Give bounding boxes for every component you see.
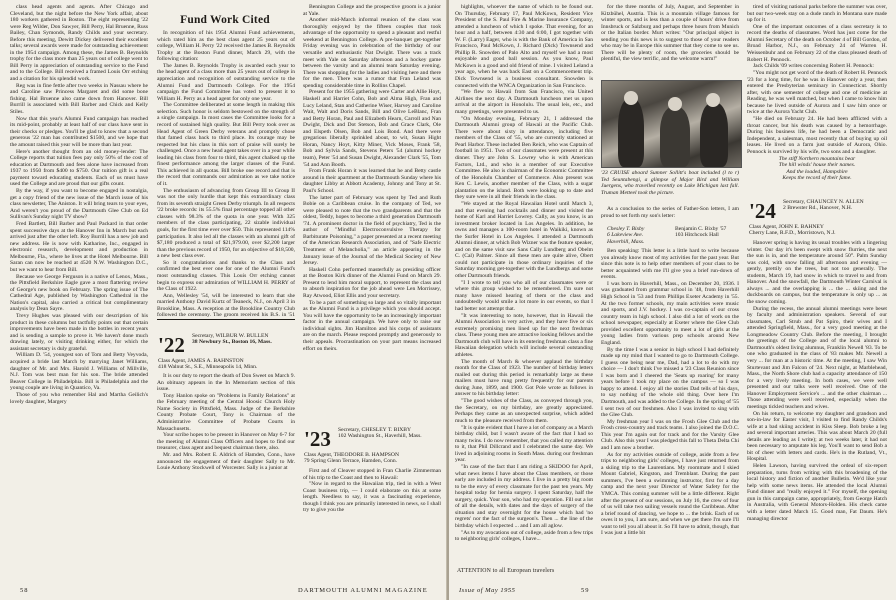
attention-notice: ATTENTION to all European travelers [457,568,555,574]
paragraph: Now that this year's Alumni Fund campaign has reached its mid-point, probably at least half of our class have sent in their checks or pledges. You'll be glad to know that a second generous '22 man has contributed $1500, and we hope that the amount raised this year will be more than last year. [10,115,148,148]
paragraph: tired of visiting national parks before the summer was over, but our two-week stay on a dude ranch in Montana sure made up for it. [747,4,887,24]
sig-left-city: Haverhill, Mass. [607,238,645,245]
left-column-3-continued [303,468,441,560]
right-column-3-continued [747,240,887,592]
paragraph: Haskell Cohn performed masterfully as presiding officer at the Boston Kirk dinner of the Alumni Fund on March 29. Present to lend him moral support, to represent the class and to absorb inspiration for the job ahead were Len Morrissey, Ray Atwood, Eliot Ellis and your secretary. [303,266,441,299]
paragraph: "We stayed at the Royal Hawaiian Hotel until March 3, and that evening had cocktails and dinner and visited the home of Karl and Harriet Lowrey. Cally, as you know, is an investment broker located in Los Angeles. In addition, he owns and manages a 100-room hotel in Waikiki, known as the Surfer Hotel in Los Angeles. I attended a Dartmouth Alumni dinner, at which Bob Wizner was the feature speaker, and on the same visit saw Sans Cally Lundberg and Obelm C. (Cal) Palmer. Since all these men are quite alive, Obert could not participate in those ordinary inquiries of the Saturday morning get-together with the Lundbergs and some other Dartmouth friends. [455,200,593,279]
paragraph: By the way, if you want to become engaged in nostalgia, get a copy friend of the new issue of the March issue of his class newsletter, The Aniston. It will bring tears to your eyes, And weren't you proud of the Dartmouth Glee Club on Ed Sullivan's Sunday night TV show? [10,188,148,221]
paragraph: The month of March & whoever applaud the birthday month for the Class of 1923. The number of birthday letters mailed out during this period is remarkably large as these mailers must have rung pretty frequently for our parents during June, 1899, and 1900. Got Pole wrote as follows in answer to his birthday letter: [455,358,593,398]
paragraph: One of the important outcomes of a class secretary is to record the deaths of classmates. Word has just come for the Alumni Secretary of the death on October 4 of Bill Gordon, of Broad Harbor, N.J., on February 24 of Warren H. Weissenbuhr and on February 22 of the class pleased death of Robert H. Pennock. [747,23,887,63]
signature-left [607,226,673,245]
sig-left-street: 6 Lakeview Ave. [607,232,644,239]
paragraph: "In case of the fact that I am riding a SKIDOO for April, what news items I have about the Class members, or those early are included in my address. I live in a pretty big room to be the envy of every classmate for the past ten years. My hospital today for hernia surgery. I spent Saturday, half the surgery, quick. Your son, who had my operation. Fill out a lot of all the details, with dates and the days of surgery of the situation and stay overnight for the house which had 'no regrets' nor the fact of the surgeon's. Then ... the line of the birthday which I expected ... and I am all aglow. [455,463,593,529]
paragraph: "I I wrote to tell you who all of our classmates were or where this group wished to be remembered. I'm sure not many have missed hearing of them or the class and undoubtedly would smile a lot more in our events, so that I had better not attempt that. [455,279,593,312]
secretary-address: 102 Washington St., Haverhill, Mass. [338,433,422,440]
secretary-line: Secretary, CHESLEY T. BIXBY [338,427,412,433]
paragraph: Ann, Wellesley '54, will be interested to learn that she married Anthony David Kurtz of Teaneck, N.J., on April 3 in Brookline, Mass. A reception at the Brookline Country Club followed the ceremony. The groom received his B.S. in '51 [157,292,295,317]
paragraph: As a conclusion to the series of Father-Son letters, I am proud to set forth my son's letter: [601,206,739,219]
secretary-line: Secretary, WILBUR W. BULLEN [192,333,269,339]
paragraph: Those of you who remember Hal and Martha Geilich's lovely daughter, Margery [10,391,148,405]
page-number-right: 59 [581,587,590,594]
paragraph: The James B. Reynolds Trophy is awarded each year to the head agent of a class more than 25 years out of college in appreciation and recognition of outstanding service to the Alumni Fund and Dartmouth College. For the 1954 campaign the Fund Committee has voted to present it to William H. Perry as a head agent for only one year. [157,62,295,102]
cruise-photo [601,80,742,168]
paragraph: Ben speaking: This letter is a little hard to write because you already know most of my activities for the past year. But since this note is to help other members of your class to be better acquainted with me I'll give you a brief run-down of events. [601,248,739,281]
magazine-footer: DARTMOUTH ALUMNI MAGAZINE [298,587,428,594]
paragraph: During the recess, the annual alumni meetings were beset by faculty and administration speakers. Several of our classmates, Carl Strub and Pat Spiro, their wives and I attended Springfield, Mass., for a very good meeting at the Longmeadow Country Club. Before the meeting, I brought the greetings of the College and of the local alumni to Dartmouth's oldest living alumnus, Franklin Newell '83. To be one who graduated in the class of '83 makes Mr. Newell a very ... for man at a historic time. At the meeting, I saw Win Sturtevant and Jim Falcon of '24. Next night, at Marblehead, Mass., the North Shore club had a capacity attendance of 150 for a very lively meeting. In both cases, we were well presented and our talks were well received. One of the Hanover Employment Service's ... and the other chairman ... Those attending were well received, especially when the meetings tickled teachers and wives. [747,305,887,410]
right-column-2-intro [601,206,739,222]
left-column-2 [157,30,295,317]
fund-work-cited-heading: Fund Work Cited [180,14,270,26]
section-divider [157,319,295,320]
paragraph: highlights, whoever the name of which to be found out. On Thursday, February 17, Paul McKown, Resident Vice President of the S. Paul Fire & Marine Insurance Company, attended a luncheon of which I spoke. That evening, for an hour and a half, between 4:30 and 6:00, I got together with W. F. (Larry) Eager, who is with the Bank of America in San Francisco, Paul McKown, J. Richard (Dick) Townsend and Phillip R. Snowden of Palo Alto and myself we had a most enjoyable and good ball session. As you know, Paul McKown is a good and old friend of mine. I visited Leland a year ago, when he was back East on a Commencement trip. Dick Townsend is a business consultant. Snowden is connected with the WNCA Organization in San Francisco. [455,4,593,89]
paragraph: As for my activities outside of college, aside from a few trips to neighboring girls' colleges, I have just returned from a skiing trip to the Laurentians. My roommate and I skied Mount Gabriel, Kingston, and Tremblant. During the past summers, I've been a swimming instructor, first for a day camp and the next year Director of Water Safety for the YMCA. This coming summer will be a little different. Right after the present of our sessions, on July 16, the crew of four of us will take two sailing vessels round the Caribbean. After a brief round of dancing, we hope to ... the brink. Each of us owes it to you, I am sure, and when we get there I'm sure I'll want to tell you all about it. So I'll have to admit, though, that I was just a little bit [601,451,739,537]
right-column-2-letter [601,248,739,584]
paragraph: William D. '54, youngest son of Tom and Betty Veyvoda, acquired a bride last March by marrying Janet Williams, daughter of Mr. and Mrs. Harold J. Williams of Millville, N.J. Tom was best man for his son. The bride attended Beaver College in Philadelphia. Bill is Philadelphia and the young couple are living in Quantico, Va. [10,352,148,392]
paragraph: The latter part of February was spent by Ted and Ruth Bobie on a Caribbean cruise. In the company of Ted, we were pleased to note that the two grandparents and that the oldest, Teddy, hopes to become a third generation Dartmouth '74. A prominent doctor in the field of psychiatry, Ted is the author of "Mindful Electroconvulsive Therapy for Barbiturate Poisoning," a paper presented at a recent meeting of the American Research Association, and of "Safe Electric Treatment of Melancholia," an article appearing in the January issue of the Journal of the Medical Society of New Jersey. [303,194,441,267]
agent-address: Cherry Lane, R.F.D., Morristown, N.J. [749,230,836,237]
paragraph: Your scribe hopes to be present in Hanover on May 6-7 for the meeting of Alumni Class Officers and hopes to find our treasurer, class agent and bequest chairman there, also. [157,432,295,452]
paragraph: Jack Childs '09 writes concerning Robert H. Pennock: [753,63,874,70]
paragraph: "We flew to Hawaii from San Francisco, via United Airlines the next day. A Dartmouth luncheon met us upon arrival at the airport in Honolulu. The usual leis, etc., and many greetings, were presented to us. [455,89,593,115]
paragraph: Helen Lawson, having survived the ordeal of six-report preparation, turns from writing with this broadening of the local history and fiction of another Bulletin. We'd like your help with some news items. He attended the local Alumni Fund dinner and "really enjoyed it." For myself, the opening gun in this campaign came, appropriately, from George Hatch in Australia, with General Motors-Holden. His check came with a letter dated March 15. Good man, Fat Daum. He's managing director [747,463,887,522]
right-column-1 [455,4,593,568]
signature-right [675,226,741,239]
paragraph: It is our duty to report the death of Don Sweet on March 9. An obituary appears in the In Memoriam section of this issue. [157,373,295,393]
sig-right-name: Benjamin C. Bixby '57 [675,226,727,232]
left-column-1 [10,4,148,564]
secretary-address: 2 Brewster Rd., Hanover, N.H. [783,205,853,212]
paragraph: "It is quite evident that I have a lot of company as a March birthday child, but I wasn't aware of the fact that I had so many twins. I do now remember, that you called my attention to it, that Phil Dillcrand and I celebrated the same day. We lived in adjoining rooms in South Mass. during our freshman year. [455,424,593,464]
issue-footer: Issue of May 1955 [459,587,516,594]
left-column-2-continued [157,373,295,561]
paragraph: The stiff Northern mountains bear The hill winds' house their names. And the loaded, Hampshire Keeps the record of their fame. [778,155,856,182]
paragraph: I was born in Haverhill, Mass., on December 20, 1936. I was graduated from grammar school in '48, from Haverhill High School in '53 and from Phillips Exeter Academy in '55. At the two former schools, my main activities were music and sports, and J.V. hockey. I was co-captain of our cross country team in high school. I also did a lot of work on the school newspaper, especially at Exeter where the Glee Club provided excellent opportunity to meet a lot of girls at the young ladies from various prep schools around New England. [601,280,739,346]
paragraph: for the three months of July, August, and September in Kitzbühel, Austria. This is a mountain village famous for winter sports, and is less than a couple of hours' drive from Innsbruck or Salzburg and perhaps three hours from Munich or the Italian border. Murt writes: "Our principal object in sending you this news is to suggest to those of your readers who may be in Europe this summer that they come to see us. There will be plenty of room, the groceries should be plentiful, the view terrific, and the welcome warm!" [601,4,739,63]
agent-address: 79 Spring Glenn Terrace, Hamden, Conn. [304,458,398,465]
paragraph: Tony Hanlon spoke on "Problems in Family Relations" at the February meeting of the Central Hoosic Church Holy Name Society in Pittsfield, Mass. Judge of the Berkshire County Probate Court, Tony is Chairman of the Administrative Committee of Probate Courts in Massachusetts. [157,392,295,432]
paragraph: By the time I was a senior in high school I had definitely made up my mind that I wanted to go to Dartmouth College. I guess one being near me, Dad, had a lot to do with my choice — I don't think I've missed a '23 Class Reunion since I was born and I cheered the 'Seats up roaring' for many years before I took my place on the campus — so I was happy to attend. I enjoy all the stories Dad tells of his days, to say nothing of the whole old thing. Over here I'm Dartmouth, and was added to the College. In the spring of '55 I sent two of our freshmen. Also I was invited to sing with the Glee Club. [601,346,739,419]
paragraph: So it congratulations and thanks to the Class and confirmed the best ever one for one of the Alumni Fund's most outstanding classes. This Louis Orr etching cannot begin to express our admiration of WILLIAM H. PERRY of the Class of 1922. [157,259,295,293]
agent-line: Class Agent, JAMES A. BAHNSTON [158,358,244,364]
secretary-address: 38 Newbury St., Boston 16, Mass. [192,339,272,346]
paragraph: "The good wishes of the Class, as conveyed through you, the Secretary, on my birthday, are greatly appreciated. Perhaps they came as an unexpected surprise, which added much to the pleasure received from them. [455,398,593,424]
paragraph: First and of Cleaver stopped in Fran Charlie Zimmerman of his trip to the Coast and then to Hawaii: [303,468,441,481]
paragraph: "You might not get word of the death of Robert H. Pennock '23 for a long time, for he was in Hanover only a year, then entered the Presbyterian seminary in Connecticut. Shortly after, with one semester of college and one of medicine at Reading, he was well matched, but when I came to know him because he lived outside of Aurora and I saw him once or twice at the Aurora Yacht Club. [747,70,887,116]
agent-address: 418 Walnut St., S.E., Minneapolis 14, Minn. [158,364,258,371]
paragraph: Another mid-March informal reunion of the class was thoroughly enjoyed by the fifteen couples that took advantage of the opportunity to spend a pleasant and restful weekend at Bennington College. A pre-banquet get-together Friday evening was in celebration of the birthday of our versatile and enthusiastic Nat Dwight. There was a track meet with Yale on Saturday afternoon and a hockey game between the varsity and an alumni team Saturday evening. There was shopping for the ladies and visiting here and there for the men. There was a rumor that Fran Leland was spending considerable time in Rollins Chapel. [303,17,441,89]
paragraph: The enthusiasm of advancing from Group III to Group II was not the only hurdle that kept this extraordinary class from its seventh straight Green Derby triumph. In all respects '22 broke records: its 55.5% final percentage topped all other classes with 98.3% of the quota in one year. With 325 members of the class participating, 22 sizable individual goals, for the first time ever over $50. This represented 114% participation. It also led all the classes with an alumni gift of $7,180 produced a total of $21,979.00, over $2,200 larger than the previous record of 1950, for an objective of $18,500, a new best class ever. [157,187,295,260]
class-22-header [192,333,296,346]
paragraph: Trevy Hughes was pleased with our description of his product in these columns but tactfully points out that certain improvements have been made in the bottles in recent years and is sending a sample to prove it. We haven't done much drawing lately, or visiting drinking either, for which the assistant secretary is duly grateful. [10,313,148,352]
secretary-line: Secretary, CHAUNCEY N. ALLEN [783,199,864,205]
paragraph: "It was interesting to note, however, that in Hawaii the Alumni Association is very active, and they have five or six extremely promising men lined up for the next freshman class. These young men are attractive looking fellows and the Dartmouth club will have in its entering freshman class a fine Hawaiian delegation which will include several outstanding athletes. [455,312,593,358]
class-24-header [783,199,887,212]
paragraph: My freshman year I was on the Frosh Glee Club and the Frosh cross-country and track teams. I also joined the D.O.C. This year I'm again out for track and for the Varsity Glee Club. Also this year I was pledged this fall to Theta Delta Chi and I am now a brother. [601,418,739,451]
paragraph: "Now in regard to the Hawaiian trip, tied in with a West Coast business trip, — I could elaborate on this at some length. Needless to say, it was a fascinating experience, though I think you are primarily interested in news, so I shall try to give you the [303,481,441,514]
sig-left-name: Chesley T. Bixby [607,226,645,232]
sig-right-address: 103 Hitchcock Hall [675,232,719,239]
paragraph: "On Monday evening, February 21, I addressed the Dartmouth Alumni group of Hawaii at the Pacific Club. There were about sixty in attendance, including five members of the Class of '55, who are currently stationed at Pearl Harbor. These included Ben Reich, who was Captain of football in 1951. Two of our classmates were present at this dinner. They are John S. Lowrey who is with American Factors, Ltd., and who is a member of our Executive Committee. He also is chairman of the Economic Committee of the Honolulu Chamber of Commerce. Also present was Ken C. Lewis, another member of the Class, with a sugar plantation on the island. Both were looking up to date and they sure were in all their friends in the class. [455,115,593,201]
paragraph: Because we George Ferguson is a native of Lenox, Mass., the Pittsfield Berkshire Eagle gave a most flattering review of George's new book on February. The spring issue of The Cathedral Age, published by Washington Cathedral in the Nation's capital, also carried a critical but complimentary analysis by Dean Sayre. [10,273,148,313]
class-23-agent [304,452,442,465]
agent-line: Class Agent, JOHN E. BAHNEY [749,224,824,230]
class-23-header [338,427,442,440]
class-24-agent [749,224,889,237]
class-year-24: '24 [749,199,776,223]
class-year-22: '22 [158,333,185,357]
right-page [449,0,896,600]
paragraph: Present for the 1955 gathering were Carter and Allie Hoyt, Haskell and Harriet Cohn, Bob and Alma High, Fran and Lucy Leland, Stan and Catherine Wiser, Harvey and Caroline Wait, Walt and Doris Sands, Bill and Olive LeBlanc, Fran and Betty Horan, Paul and Elizabeth Hearn, Carroll and Nan Dwight, Dick and Dot Stetson, Bob and Grace Clark, Ole and Elspeth Olsen, Bob and Lois Bond. And there were gregarious liberally sprinkled about, to wit, Susan Hight Horan, Nancy Hoyt, Kitty Miner, Vick Moses, Frank '58, Bob and Sylvia Sands, Stevens Peters '54 (alumni hockey team), Peter '54 and Susan Dwight, Alexander Clark '55, Tom '54 and Ann Booth. [303,89,441,168]
paragraph: On his return, to welcome my daughter and grandson and son-in-law for Easter visit, I visited to find Randy Childs's wife at a bad skiing accident in Kiss Sleep. Bob broke a leg and several important arteries. This was about March 20 (full details are leading as I write); at two weeks later, it had not been necessary to amputate his leg. You'll want to send Bob a bit of cheer with letters and cards. He's in the Rutland, Vt., Hospital. [747,410,887,463]
left-column-3 [303,4,441,422]
paragraph: Bennington College and the prospective groom is a junior at Yale. [303,4,441,17]
paragraph: From Frank Horan it was learned that he and Betty castle around in their apartment at the Dartmouth Sunday where his daughter Libby at Abbott Academy, Johnny and Tony at St. Paul's School. [303,168,441,194]
photo-caption: '23 CRUISE aboard Sumner Sollitt's boat included (l to r) Ted Seuntabengi, a glimpse of Major Bird and William Juergens, who travelled recently on Lake Michigan last fall. Truman Metteel took the picture. [601,170,739,196]
paragraph: class head agents and agents. After Chicago and Cleveland, but the night before the New York affair, about 180 workers gathered in Boston. The eight representing '22 were Reg Wilder, Don Sawyer, Bill Perry, Hal Bruenne, Russ Bailey, Chan Symonds, Randy Childs and your secretary. Before this meeting, Dewitt Dickey delivered their excellent talks; several awards were made for outstanding achievement in the 1954 campaign. Among these, the James B. Reynolds trophy for the class more than 25 years out of college went to Bill Perry in appreciation of outstanding service to the Fund and to the College. Bill received a framed Louis Orr etching and a citation for his splendid work. [10,4,148,83]
agent-line: Class Agent, THEODORE B. HAMPSON [304,452,399,458]
class-year-23: '23 [304,427,331,451]
paragraph: Hanover spring is having its usual troubles with a lingering winter. Our day it's been swept with snow flurries, the next the sun is in, and the temperature around 50°. Palm Sunday was cold, with snow falling all afternoon and evening — gently, prettily on the trees, but not too generally. The students, March 19, had snow in which to travel to and from Hanover. And the snowfall, the Dartmouth Winter Carnival is always ... and the overlapping is ... the ... skiing and the duckboards on campus, but the temperature is only up ... as the snow coming. [747,240,887,305]
page-number-left: 58 [20,587,29,594]
paragraph: The Committee deliberated at some length in making this selection. Such honor is seldom bestowed on the strength of a single campaign. In most cases the Committee looks for a record of sustained high quality. But Bill Perry took over as Head Agent of Green Derby veterans and promptly chose that famed class back to third place. Its courage may be respected but his class in this sort of praise will surely be challenged. Once a new head agent takes over in a year while leading his class from four to third, this agent chalked up the finest performance among the larger classes of the Fund. This achieved in all quotas. Bill broke one record and that is the record that commands our admiration as we take notice of it. [157,102,295,187]
right-column-3 [747,4,887,196]
class-22-agent [158,358,296,371]
paragraph: To be a part of something so large and so vitally important as the Alumni Fund is a privilege which you should accept. You will have the opportunity to be an increasingly important factor in the annual campaign. We have only to raise our individual sights. Jim Hamilton and his corps of assistants are on the march. Please respond promptly and generously to their appeals. Procrastination on your part means increased effort on theirs. [303,299,441,352]
right-column-2 [601,4,739,78]
paragraph: Fred Bartlett, Bill Barber and Paul Packard in that order spent successive days at the Hanover Inn in March but each arrived just after the other left. Roy Burrill has a new job and new address. He is now with Katharine, Inc., engaged in electronic research, development and production in Melbourne, Fla., where he lives at the Hotel Melbourne. Bill Saran can now be reached at 4520 N.W. Washington D.C., but we want to hear from Bill. [10,220,148,273]
paragraph: "As to my avocations out of college, aside from a few trips to neighboring girls' colleges, I have... [455,529,593,543]
paragraph: In recognition of his 1954 Alumni Fund achievements, which rated him as the best class agent 25 years out of college, William H. Perry '22 received the James B. Reynolds Trophy at the Boston Fund dinner, March 29, with the following citation: [157,30,295,63]
paragraph: Reg was in fine fettle after two weeks in Nassau where he and Caroline saw Princess Margaret and did some bone fishing. Hal Bruenne also came down from Hanover. Bill Burrill is associated with Bill Barber and Chick and Kelly Stiles. [10,82,148,115]
paragraph: Mr. and Mrs. Robert E. Aldrich of Hamden, Conn., have announced the engagement of their daughter Sally to Mr. Louie Anthony Stockwell of Worcester. Sally is a junior at [157,452,295,472]
paragraph: Here's another thought from an old money-lender: The College reports that tuition fees pay only 50% of the cost of education at Dartmouth and fees alone have increased from 1937 to 1950 from $400 to $750. Our tuition gift is a real payment toward educating students. Each of us must have used the College and are proud that our gifts count. [10,148,148,188]
left-page [0,0,447,600]
paragraph: "He died on February 24. He had been afflicted with a throat cancer, but his death was caused by a hemorrhage. During his business life, he had been a Democratic and Independent, a salesman, most recently that of buying up oil leases. He lived on a farm just outside of Aurora, Ohio. Pennock is survived by his wife, two sons and a daughter. [747,116,887,155]
